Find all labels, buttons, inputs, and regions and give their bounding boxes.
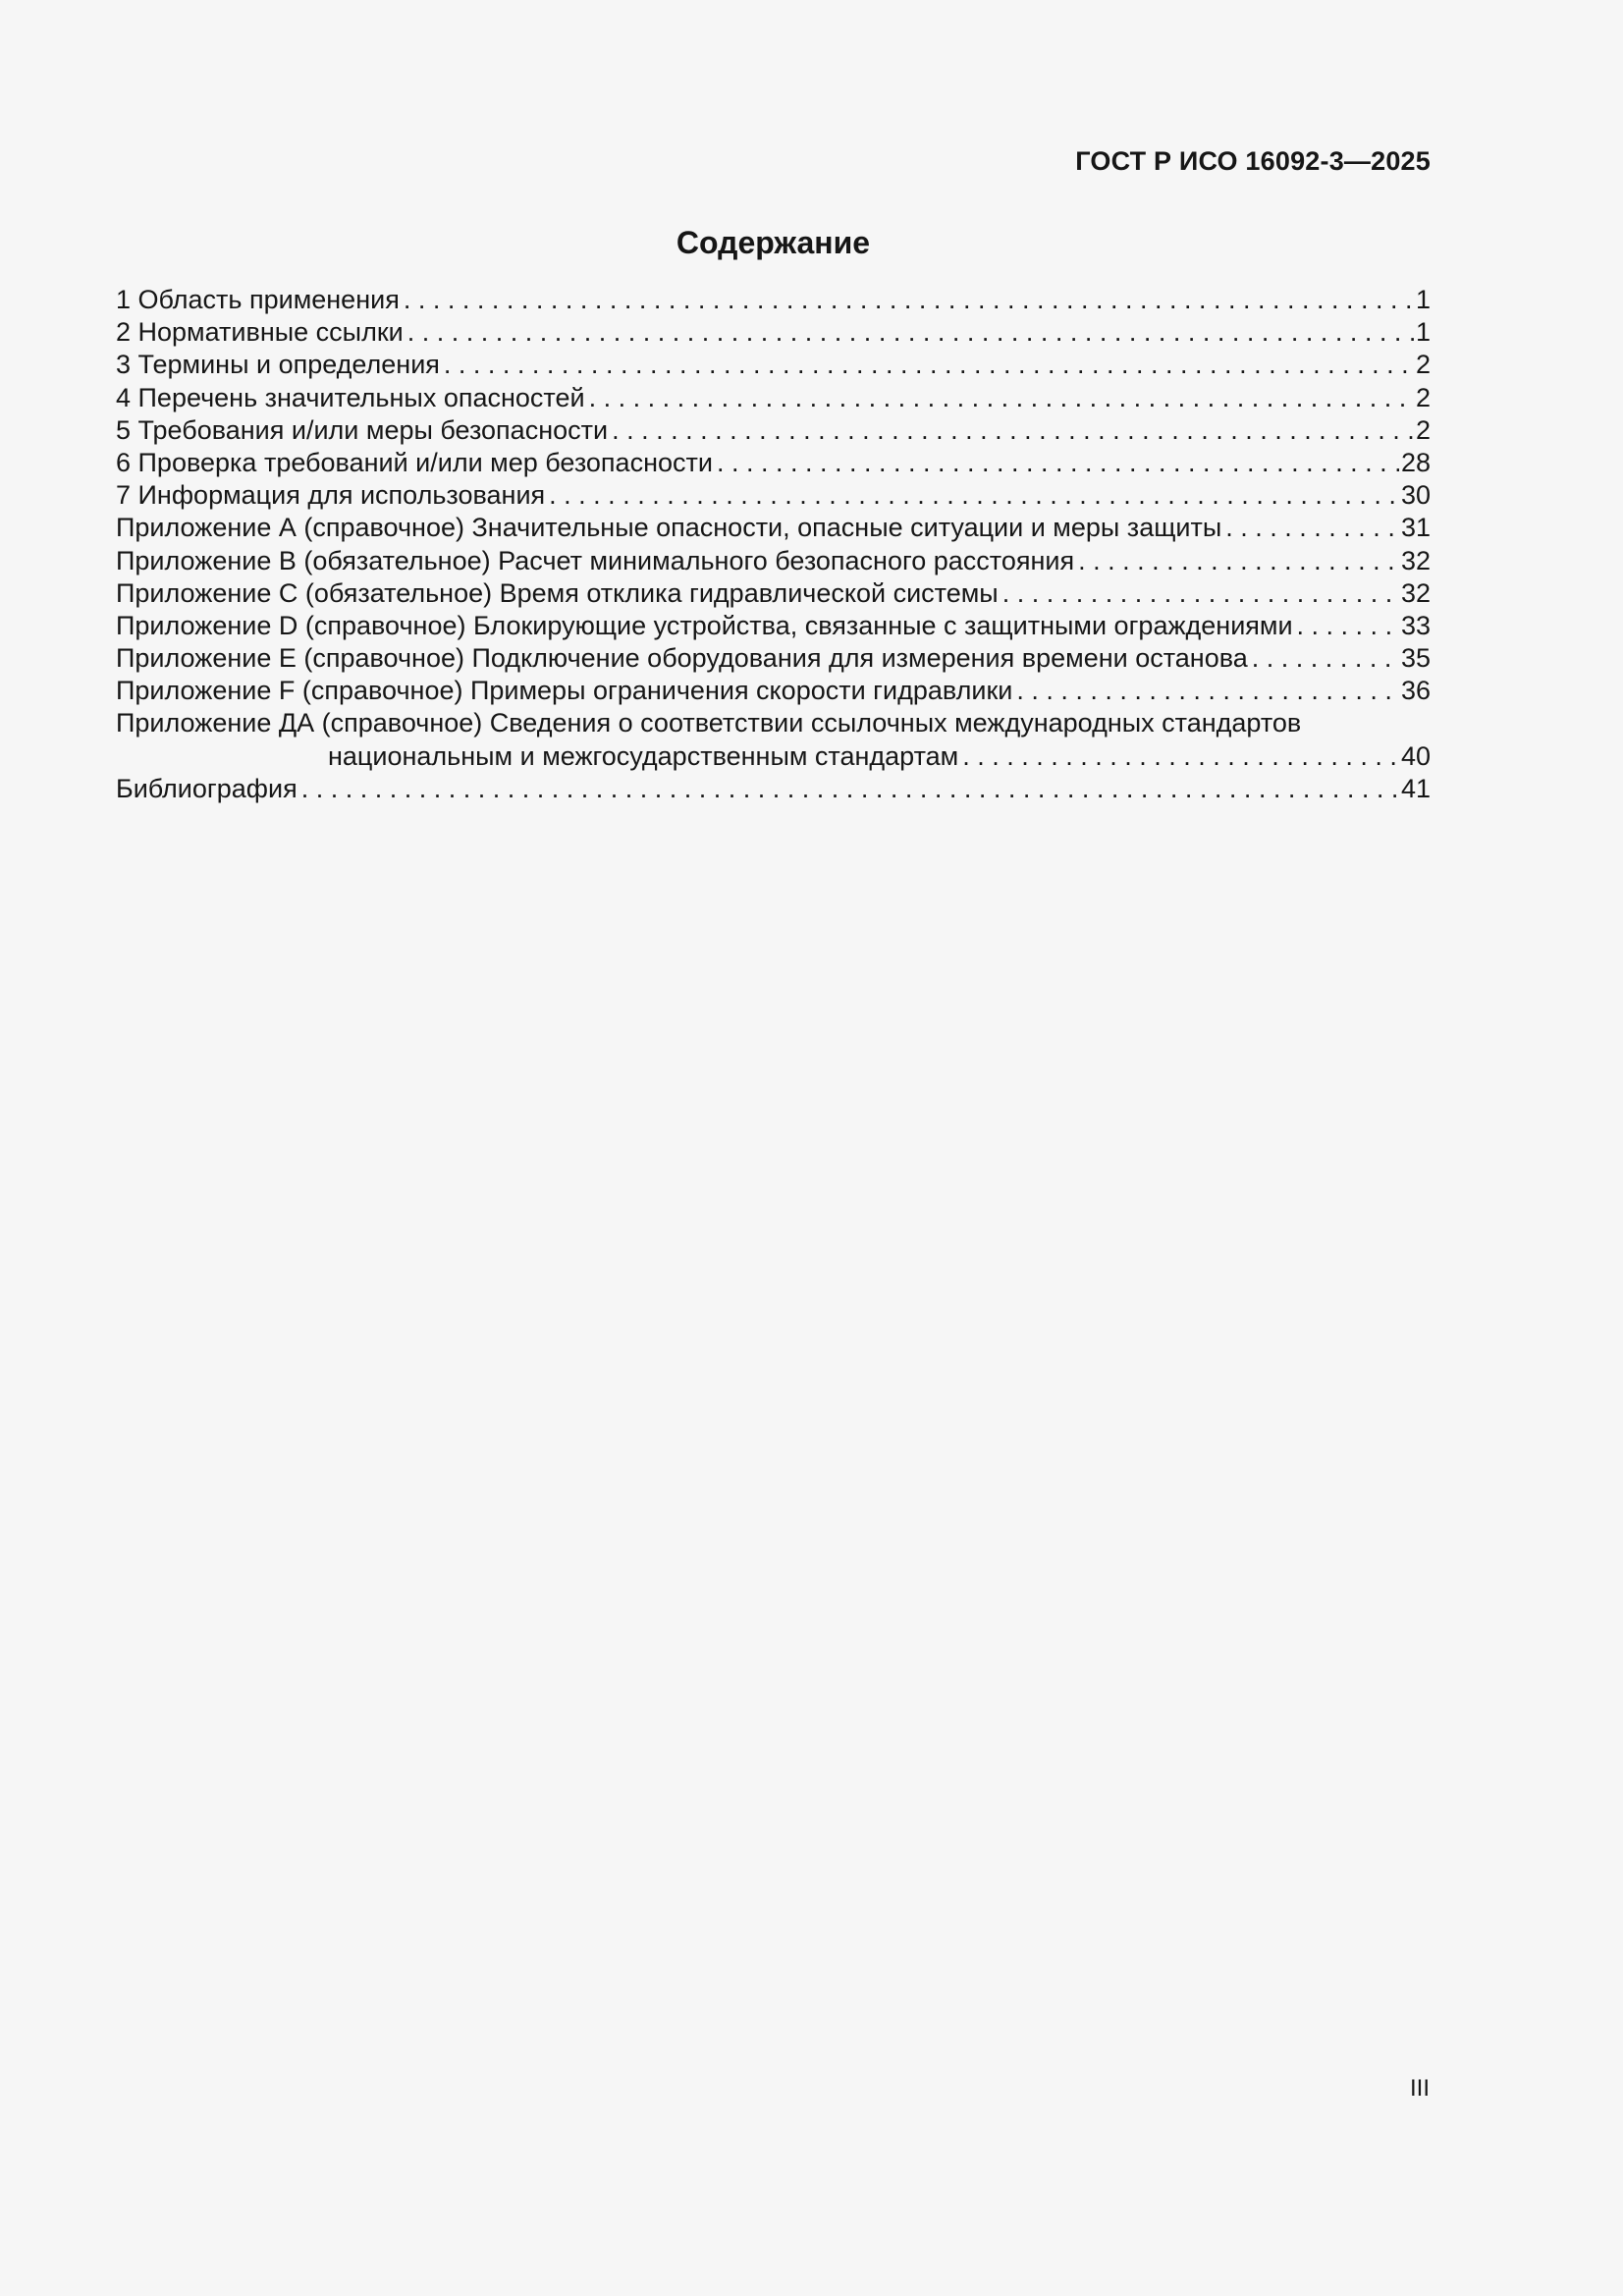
dot-leader [549,479,1399,512]
toc-entry-annex-d[interactable] [116,610,1431,642]
toc-entry-page: 32 [1400,577,1431,608]
toc-entry-label: национальным и межгосударственным стандартам [328,740,959,771]
toc-entry-page: 36 [1400,676,1431,706]
toc-entry-label: 2 Нормативные ссылки [116,317,404,348]
dot-leader [612,414,1414,447]
toc-entry-terms-definitions[interactable] [116,349,1431,381]
dot-leader [444,349,1414,381]
toc-entry-hazards-list[interactable] [116,382,1431,414]
toc-entry-label: 3 Термины и определения [116,350,440,380]
toc-entry-label: Приложение D (справочное) Блокирующие устройства, связанные с защитными ограждениями [116,610,1293,640]
dot-leader [1225,512,1399,544]
toc-entry-label: Приложение Е (справочное) Подключение оборудования для измерения времени останова [116,643,1248,674]
toc-entry-scope[interactable] [116,284,1431,316]
toc-entry-label: 7 Информация для использования [116,480,546,511]
dot-leader [407,316,1414,349]
toc-entry-page: 31 [1400,513,1431,543]
toc-entry-annex-c[interactable] [116,577,1431,610]
table-of-contents [116,284,1431,805]
dot-leader [1016,675,1399,707]
dot-leader [962,740,1399,773]
toc-entry-label: Библиография [116,773,298,803]
dot-leader [1002,577,1399,610]
toc-entry-page: 28 [1400,447,1431,477]
document-code: ГОСТ Р ИСО 16092-3—2025 [1075,146,1431,176]
toc-entry-label: 6 Проверка требований и/или мер безопасности [116,447,713,477]
toc-entry-label: Приложение А (справочное) Значительные опасности, опасные ситуации и меры защиты [116,513,1222,543]
dot-leader [717,447,1399,479]
dot-leader [589,382,1414,414]
toc-entry-annex-e[interactable] [116,642,1431,675]
toc-entry-page: 1 [1415,317,1431,348]
toc-entry-label: Приложение F (справочное) Примеры ограничения скорости гидравлики [116,676,1013,706]
dot-leader [404,284,1414,316]
toc-entry-label: 1 Область применения [116,285,400,314]
toc-entry-label: Приложение С (обязательное) Время отклика гидравлической системы [116,577,999,608]
toc-title: Содержание [676,225,871,260]
toc-entry-page: 30 [1400,480,1431,511]
toc-entry-information-for-use[interactable] [116,479,1431,512]
toc-entry-page: 41 [1400,773,1431,803]
toc-entry-page: 32 [1400,545,1431,575]
dot-leader [1297,610,1399,642]
toc-entry-page: 2 [1415,382,1431,412]
toc-entry-label: Приложение В (обязательное) Расчет минимального безопасного расстояния [116,545,1075,575]
toc-entry-page: 35 [1400,643,1431,674]
page-number: III [1409,2075,1430,2102]
toc-entry-annex-b[interactable] [116,545,1431,577]
toc-entry-bibliography[interactable] [116,773,1431,805]
toc-entry-label: Приложение ДА (справочное) Сведения о соответствии ссылочных международных стандартов [116,708,1302,738]
toc-entry-annex-a[interactable] [116,512,1431,544]
toc-entry-page: 1 [1415,285,1431,314]
dot-leader [301,773,1399,805]
toc-entry-normative-references[interactable] [116,316,1431,349]
dot-leader [1252,642,1399,675]
toc-entry-page: 33 [1400,610,1431,640]
toc-entry-annex-f[interactable] [116,675,1431,707]
toc-entry-label: 5 Требования и/или меры безопасности [116,414,609,445]
toc-entry-verification[interactable] [116,447,1431,479]
toc-entry-page: 40 [1400,740,1431,771]
toc-entry-page: 2 [1415,350,1431,380]
dot-leader [1078,545,1399,577]
toc-entry-safety-requirements[interactable] [116,414,1431,447]
toc-entry-annex-da-line1[interactable] [116,707,1431,739]
toc-entry-page: 2 [1415,414,1431,445]
toc-entry-annex-da-line2[interactable] [116,740,1431,773]
toc-entry-label: 4 Перечень значительных опасностей [116,382,585,412]
